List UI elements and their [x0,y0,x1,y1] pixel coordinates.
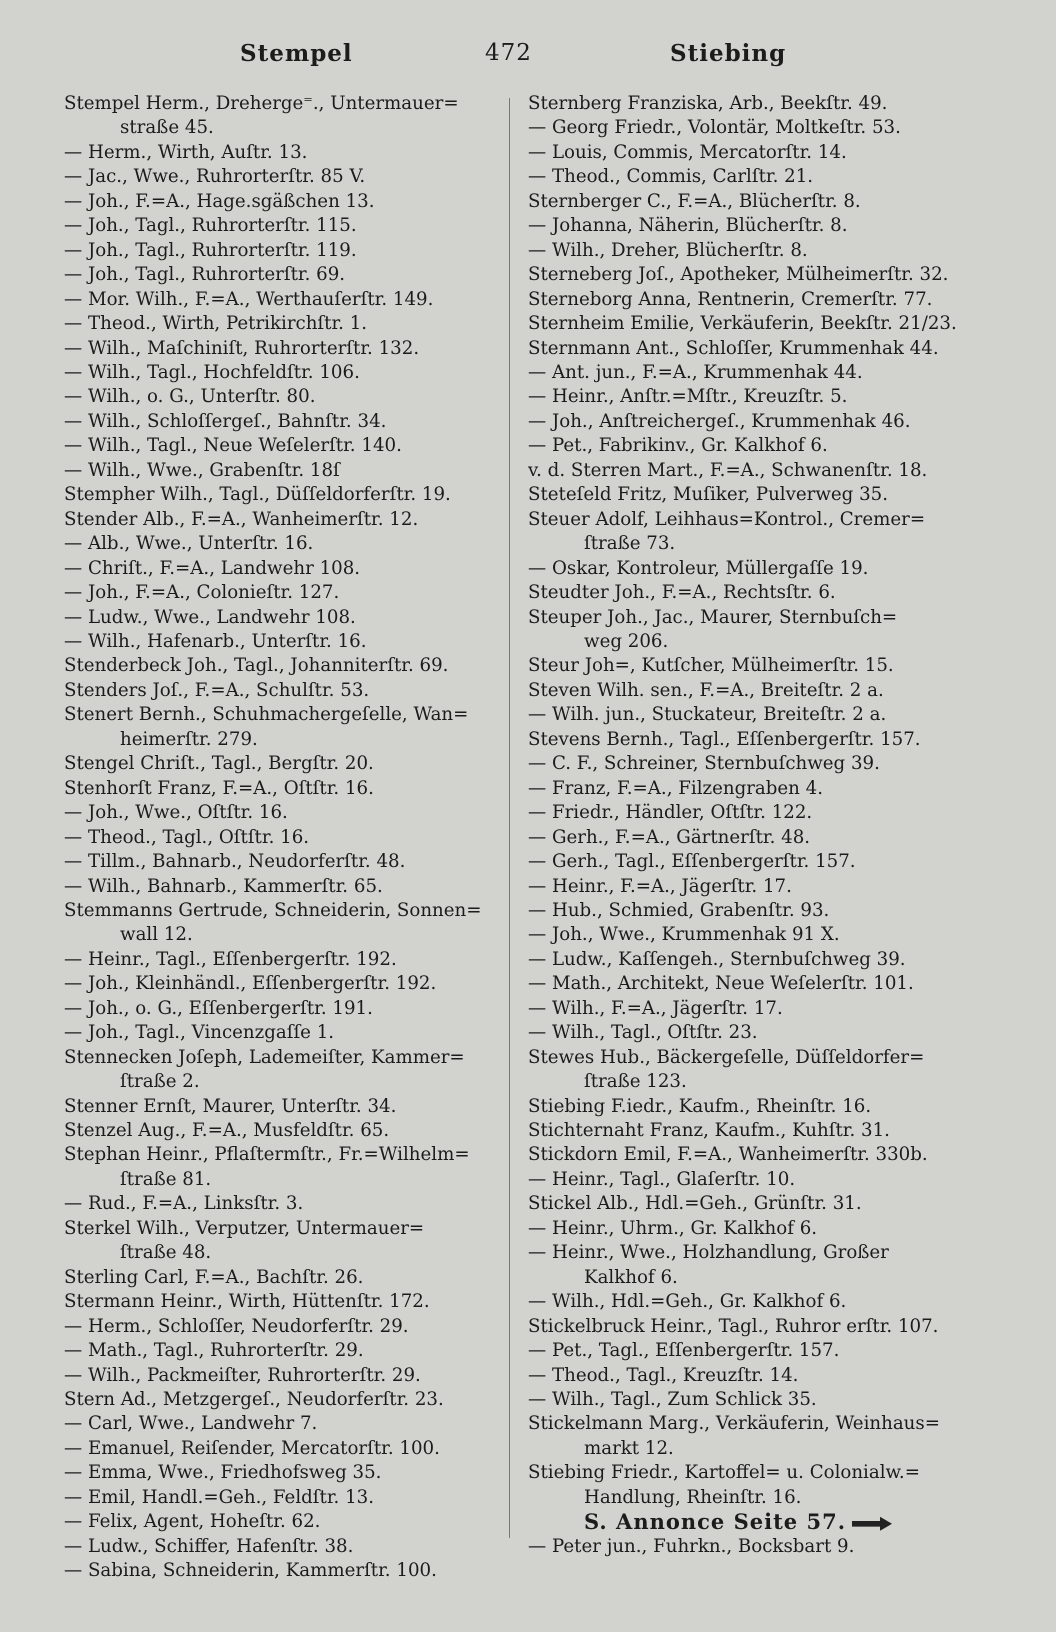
directory-entry: — Heinr., Anſtr.=Mſtr., Kreuzſtr. 5. [528,386,848,408]
directory-entry: Stewes Hub., Bäckergeſelle, Düſſeldorfer= [528,1046,925,1068]
header-left-keyword: Stempel [240,40,353,67]
right-column [528,92,978,1559]
directory-entry: — C. F., Schreiner, Sternbuſchweg 39. [528,753,880,775]
directory-entry: — Gerh., Tagl., Eſſenbergerſtr. 157. [528,851,856,873]
directory-entry: — Oskar, Kontroleur, Müllergaſſe 19. [528,557,869,579]
directory-entry: — Wilh., Tagl., Zum Schlick 35. [528,1389,817,1411]
directory-entry: — Gerh., F.=A., Gärtnerſtr. 48. [528,826,811,848]
directory-entry: Stempel Herm., Dreherge⁼., Untermauer= [64,93,459,114]
directory-entry: Stenert Bernh., Schuhmachergeſelle, Wan= [64,704,469,726]
directory-entry: — Wilh., Schloſſergeſ., Bahnſtr. 34. [64,410,387,432]
directory-entry: Stevens Bernh., Tagl., Eſſenbergerſtr. 157. [528,728,921,750]
advert-reference: S. Annonce Seite 57. [528,1510,978,1534]
directory-entry: — Emma, Wwe., Friedhofsweg 35. [64,1462,382,1484]
directory-entry: v. d. Sterren Mart., F.=A., Schwanenſtr. 18. [528,459,928,481]
directory-entry: — Chriſt., F.=A., Landwehr 108. [64,557,361,579]
directory-entry: — Wilh., Hafenarb., Unterſtr. 16. [64,630,367,652]
pointing-hand-icon [852,1517,892,1531]
directory-entry: Stenhorſt Franz, F.=A., Oſtſtr. 16. [64,777,374,799]
directory-entry: — Wilh., Packmeiſter, Ruhrorterſtr. 29. [64,1364,421,1386]
directory-entry: — Joh., Anſtreichergeſ., Krummenhak 46. [528,410,911,432]
directory-entry: — Joh., F.=A., Hage.sgäßchen 13. [64,190,375,212]
directory-entry: — Franz, F.=A., Filzengraben 4. [528,777,824,799]
directory-entry: — Joh., Wwe., Oſtſtr. 16. [64,802,288,824]
directory-entry: — Ludw., Kaſſengeh., Sternbuſchweg 39. [528,948,906,970]
directory-entry: — Tillm., Bahnarb., Neudorferſtr. 48. [64,851,406,873]
directory-entry: — Joh., Tagl., Ruhrorterſtr. 115. [64,215,357,237]
directory-entry: — Jac., Wwe., Ruhrorterſtr. 85 V. [64,166,366,188]
directory-entry: — Georg Friedr., Volontär, Moltkeſtr. 53. [528,117,901,139]
directory-entry: ſtraße 2. [120,1071,200,1093]
directory-entry: — Theod., Wirth, Petrikirchſtr. 1. [64,313,368,335]
directory-entry: — Peter jun., Fuhrkn., Bocksbart 9. [528,1535,855,1557]
directory-entry: Steur Joh=, Kutſcher, Mülheimerſtr. 15. [528,655,894,677]
directory-entry: — Theod., Tagl., Oſtſtr. 16. [64,826,310,848]
directory-entry: Stiebing F.iedr., Kaufm., Rheinſtr. 16. [528,1095,872,1117]
directory-entry: — Heinr., F.=A., Jägerſtr. 17. [528,875,792,897]
directory-entry: — Hub., Schmied, Grabenſtr. 93. [528,899,830,921]
directory-entry: Steteſeld Fritz, Muſiker, Pulverweg 35. [528,484,889,506]
directory-entry: Stenders Joſ., F.=A., Schulſtr. 53. [64,679,370,701]
directory-entry: weg 206. [584,630,669,652]
header-right-keyword: Stiebing [670,40,787,67]
directory-entry: ſtraße 48. [120,1242,212,1264]
directory-entry: Handlung, Rheinſtr. 16. [584,1486,802,1508]
directory-entry: — Friedr., Händler, Oſtſtr. 122. [528,802,813,824]
directory-entry: Sterling Carl, F.=A., Bachſtr. 26. [64,1266,364,1288]
directory-entry: — Wilh., Hdl.=Geh., Gr. Kalkhof 6. [528,1291,847,1313]
directory-entry: Stenner Ernſt, Maurer, Unterſtr. 34. [64,1095,397,1117]
directory-entry: Stickel Alb., Hdl.=Geh., Grünſtr. 31. [528,1193,862,1215]
directory-entry: Sterneberg Joſ., Apotheker, Mülheimerſtr. 32. [528,264,949,286]
directory-entry: Steuper Joh., Jac., Maurer, Sternbuſch= [528,606,898,628]
directory-entry: — Pet., Tagl., Eſſenbergerſtr. 157. [528,1340,840,1362]
directory-entry: — Sabina, Schneiderin, Kammerſtr. 100. [64,1560,437,1582]
directory-entry: — Rud., F.=A., Linksſtr. 3. [64,1193,304,1215]
directory-entry: — Alb., Wwe., Unterſtr. 16. [64,533,314,555]
page-header [60,40,1000,80]
directory-entry: — Joh., Tagl., Vincenzgaſſe 1. [64,1022,335,1044]
directory-entry: wall 12. [120,924,193,946]
directory-entry: — Felix, Agent, Hoheſtr. 62. [64,1511,321,1533]
directory-entry: — Theod., Commis, Carlſtr. 21. [528,166,814,188]
directory-entry: — Johanna, Näherin, Blücherſtr. 8. [528,215,848,237]
directory-entry: Stern Ad., Metzgergeſ., Neudorferſtr. 23. [64,1389,444,1411]
directory-entry: — Mor. Wilh., F.=A., Werthauſerſtr. 149. [64,288,434,310]
directory-entry: Stempher Wilh., Tagl., Düſſeldorferſtr. 19. [64,484,451,506]
directory-entry: — Math., Tagl., Ruhrorterſtr. 29. [64,1340,364,1362]
directory-entry: — Ludw., Wwe., Landwehr 108. [64,606,356,628]
directory-entry: straße 45. [120,117,214,139]
directory-entry: Stenderbeck Joh., Tagl., Johanniterſtr. 69. [64,655,449,677]
directory-entry: — Louis, Commis, Mercatorſtr. 14. [528,141,847,163]
directory-entry: — Herm., Schloſſer, Neudorferſtr. 29. [64,1315,409,1337]
directory-entry: ſtraße 81. [120,1168,212,1190]
directory-entry: — Wilh., Tagl., Hochfeldſtr. 106. [64,361,360,383]
directory-entry: Sterneborg Anna, Rentnerin, Cremerſtr. 77. [528,288,933,310]
directory-entry: — Carl, Wwe., Landwehr 7. [64,1413,318,1435]
directory-entry: — Wilh., Bahnarb., Kammerſtr. 65. [64,875,383,897]
directory-entry: — Heinr., Wwe., Holzhandlung, Großer [528,1242,889,1264]
directory-entry: Sternberg Franziska, Arb., Beekſtr. 49. [528,93,888,114]
directory-entry: ſtraße 123. [584,1071,687,1093]
directory-entry: — Heinr., Tagl., Eſſenbergerſtr. 192. [64,948,397,970]
directory-entry: Stiebing Friedr., Kartoffel= u. Colonialw.= [528,1462,920,1484]
page-number: 472 [485,40,532,66]
directory-entry: — Joh., Wwe., Krummenhak 91 X. [528,924,840,946]
directory-entry: — Ant. jun., F.=A., Krummenhak 44. [528,361,863,383]
directory-entry: Stichternaht Franz, Kaufm., Kuhſtr. 31. [528,1120,890,1142]
directory-entry: Stengel Chriſt., Tagl., Bergſtr. 20. [64,753,374,775]
directory-entry: — Wilh., Maſchiniſt, Ruhrorterſtr. 132. [64,337,420,359]
directory-entry: Stemmanns Gertrude, Schneiderin, Sonnen= [64,899,482,921]
column-divider [509,98,510,1538]
left-column [64,92,494,1584]
directory-entry: Stermann Heinr., Wirth, Hüttenſtr. 172. [64,1291,430,1313]
directory-entry: Stephan Heinr., Pflaſtermſtr., Fr.=Wilhelm= [64,1144,470,1166]
directory-entry: Sternheim Emilie, Verkäuferin, Beekſtr. 21/23. [528,313,957,335]
directory-entry: — Joh., F.=A., Colonieſtr. 127. [64,582,340,604]
directory-entry: Steuer Adolf, Leihhaus=Kontrol., Cremer= [528,508,926,530]
directory-entry: — Joh., Kleinhändl., Eſſenbergerſtr. 192. [64,973,437,995]
directory-entry: — Wilh., Wwe., Grabenſtr. 18ſ [64,459,340,481]
directory-entry: — Joh., o. G., Eſſenbergerſtr. 191. [64,997,373,1019]
directory-entry: — Wilh., Tagl., Oſtſtr. 23. [528,1022,758,1044]
directory-entry: Stickelbruck Heinr., Tagl., Ruhror erſtr. 107. [528,1315,939,1337]
directory-entry: Steudter Joh., F.=A., Rechtsſtr. 6. [528,582,836,604]
directory-entry: — Math., Architekt, Neue Weſelerſtr. 101. [528,973,914,995]
directory-entry: — Wilh. jun., Stuckateur, Breiteſtr. 2 a. [528,704,887,726]
directory-entry: Sternberger C., F.=A., Blücherſtr. 8. [528,190,861,212]
directory-entry: — Wilh., Dreher, Blücherſtr. 8. [528,239,808,261]
directory-entry: — Heinr., Uhrm., Gr. Kalkhof 6. [528,1217,818,1239]
directory-entry: — Ludw., Schiffer, Hafenſtr. 38. [64,1535,354,1557]
directory-entry: — Wilh., F.=A., Jägerſtr. 17. [528,997,783,1019]
directory-entry: — Joh., Tagl., Ruhrorterſtr. 69. [64,264,346,286]
directory-entry: ſtraße 73. [584,533,676,555]
directory-entry: markt 12. [584,1437,674,1459]
directory-entry: heimerſtr. 279. [120,728,258,750]
directory-entry: — Heinr., Tagl., Glaſerſtr. 10. [528,1168,796,1190]
directory-entry: Stenzel Aug., F.=A., Musfeldſtr. 65. [64,1120,390,1142]
directory-entry: — Wilh., o. G., Unterſtr. 80. [64,386,316,408]
directory-entry: — Emanuel, Reiſender, Mercatorſtr. 100. [64,1437,440,1459]
directory-entry: — Pet., Fabrikinv., Gr. Kalkhof 6. [528,435,828,457]
directory-entry: Steven Wilh. sen., F.=A., Breiteſtr. 2 a. [528,679,884,701]
directory-entry: Stennecken Joſeph, Lademeiſter, Kammer= [64,1046,465,1068]
directory-entry: Sterkel Wilh., Verputzer, Untermauer= [64,1217,425,1239]
directory-entry: — Joh., Tagl., Ruhrorterſtr. 119. [64,239,357,261]
directory-entry: Stickelmann Marg., Verkäuferin, Weinhaus= [528,1413,940,1435]
directory-entry: Sternmann Ant., Schloſſer, Krummenhak 44. [528,337,939,359]
directory-entry: Kalkhof 6. [584,1266,678,1288]
directory-entry: — Emil, Handl.=Geh., Feldſtr. 13. [64,1486,375,1508]
directory-entry: — Herm., Wirth, Auſtr. 13. [64,141,308,163]
directory-entry: Stender Alb., F.=A., Wanheimerſtr. 12. [64,508,419,530]
directory-entry: Stickdorn Emil, F.=A., Wanheimerſtr. 330b. [528,1144,928,1166]
directory-entry: — Wilh., Tagl., Neue Weſelerſtr. 140. [64,435,402,457]
directory-entry: — Theod., Tagl., Kreuzſtr. 14. [528,1364,799,1386]
